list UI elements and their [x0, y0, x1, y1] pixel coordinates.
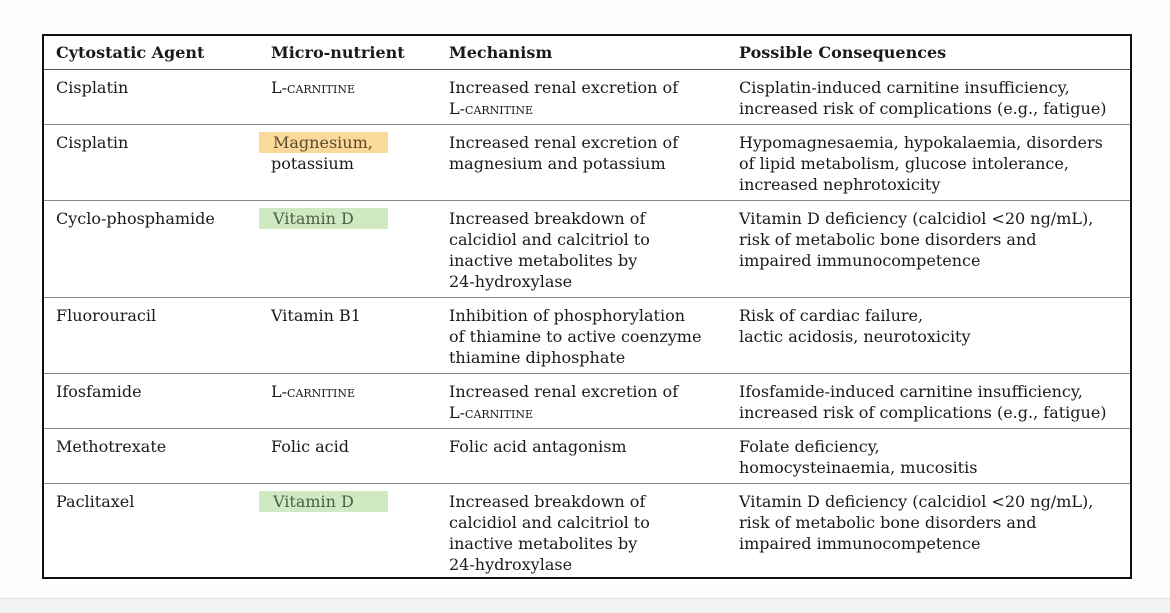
cell-consequences [727, 70, 1130, 125]
consequence-line: Vitamin D deficiency (calcidiol <20 ng/mL), [739, 209, 1094, 228]
header-possible-consequences: Possible Consequences [727, 36, 1130, 70]
interactions-table-container [42, 34, 1132, 579]
mechanism-line: Increased renal excretion of [449, 133, 679, 152]
cell-consequences [727, 374, 1130, 429]
cell-nutrient [259, 374, 437, 429]
consequence-line: impaired immunocompetence [739, 534, 981, 553]
mechanism-line: thiamine diphosphate [449, 348, 626, 367]
consequence-line: Risk of cardiac failure, [739, 306, 924, 325]
cell-nutrient [259, 70, 437, 125]
cell-agent: Cisplatin [44, 125, 259, 201]
cell-mechanism [437, 298, 727, 374]
cell-mechanism [437, 429, 727, 484]
viewer-bottom-strip [0, 598, 1170, 613]
cell-consequences [727, 429, 1130, 484]
mechanism-line: inactive metabolites by [449, 251, 638, 270]
header-cytostatic-agent: Cytostatic Agent [44, 36, 259, 70]
cell-nutrient [259, 201, 437, 298]
cell-agent: Methotrexate [44, 429, 259, 484]
cell-nutrient [259, 484, 437, 581]
nutrient-text: L-carnitine [271, 78, 355, 97]
consequence-line: Hypomagnesaemia, hypokalaemia, disorders [739, 133, 1103, 152]
drug-nutrient-interactions-table [44, 36, 1130, 580]
table-row [44, 125, 1130, 201]
table-row [44, 298, 1130, 374]
cell-nutrient [259, 125, 437, 201]
cell-agent: Ifosfamide [44, 374, 259, 429]
consequence-line: increased risk of complications (e.g., fatigue) [739, 99, 1107, 118]
consequence-line: increased nephrotoxicity [739, 175, 941, 194]
nutrient-text: potassium [271, 154, 354, 173]
cell-consequences [727, 298, 1130, 374]
table-row [44, 70, 1130, 125]
cell-nutrient: Vitamin B1 [259, 298, 437, 374]
cell-mechanism [437, 374, 727, 429]
nutrient-text: L-carnitine [271, 382, 355, 401]
cell-nutrient: Folic acid [259, 429, 437, 484]
header-micro-nutrient: Micro-nutrient [259, 36, 437, 70]
highlighted-nutrient: Vitamin D [259, 208, 388, 229]
consequence-line: risk of metabolic bone disorders and [739, 230, 1037, 249]
cell-agent: Fluorouracil [44, 298, 259, 374]
cell-mechanism [437, 125, 727, 201]
mechanism-line: 24-hydroxylase [449, 555, 573, 574]
mechanism-line: L-carnitine [449, 403, 533, 422]
cell-agent: Paclitaxel [56, 492, 135, 511]
table-row [44, 429, 1130, 484]
cell-consequences [727, 484, 1130, 581]
consequence-line: of lipid metabolism, glucose intolerance, [739, 154, 1069, 173]
header-mechanism: Mechanism [437, 36, 727, 70]
table-row [44, 201, 1130, 298]
highlighted-nutrient: Magnesium, [259, 132, 388, 153]
mechanism-line: Increased renal excretion of [449, 78, 679, 97]
table-row [44, 484, 1130, 581]
cell-mechanism [437, 70, 727, 125]
mechanism-line: Increased breakdown of [449, 492, 646, 511]
mechanism-line: Increased breakdown of [449, 209, 646, 228]
consequence-line: Vitamin D deficiency (calcidiol <20 ng/mL), [739, 492, 1094, 511]
consequence-line: Cisplatin-induced carnitine insufficiency, [739, 78, 1070, 97]
consequence-line: risk of metabolic bone disorders and [739, 513, 1037, 532]
cell-agent: Cisplatin [44, 70, 259, 125]
cell-agent: Cyclo-phosphamide [44, 201, 259, 298]
mechanism-line: Folic acid antagonism [449, 437, 627, 456]
cell-consequences [727, 201, 1130, 298]
mechanism-line: L-carnitine [449, 99, 533, 118]
table-header-row [44, 36, 1130, 70]
consequence-line: impaired immunocompetence [739, 251, 981, 270]
consequence-line: Folate deficiency, [739, 437, 880, 456]
mechanism-line: of thiamine to active coenzyme [449, 327, 702, 346]
mechanism-line: magnesium and potassium [449, 154, 666, 173]
cell-consequences [727, 125, 1130, 201]
table-row [44, 374, 1130, 429]
mechanism-line: Inhibition of phosphorylation [449, 306, 686, 325]
mechanism-line: Increased renal excretion of [449, 382, 679, 401]
cell-mechanism [437, 484, 727, 581]
mechanism-line: calcidiol and calcitriol to [449, 230, 650, 249]
mechanism-line: 24-hydroxylase [449, 272, 573, 291]
cell-mechanism [437, 201, 727, 298]
consequence-line: lactic acidosis, neurotoxicity [739, 327, 971, 346]
mechanism-line: calcidiol and calcitriol to [449, 513, 650, 532]
highlighted-nutrient: Vitamin D [259, 491, 388, 512]
mechanism-line: inactive metabolites by [449, 534, 638, 553]
consequence-line: increased risk of complications (e.g., fatigue) [739, 403, 1107, 422]
consequence-line: Ifosfamide-induced carnitine insufficiency, [739, 382, 1083, 401]
consequence-line: homocysteinaemia, mucositis [739, 458, 978, 477]
